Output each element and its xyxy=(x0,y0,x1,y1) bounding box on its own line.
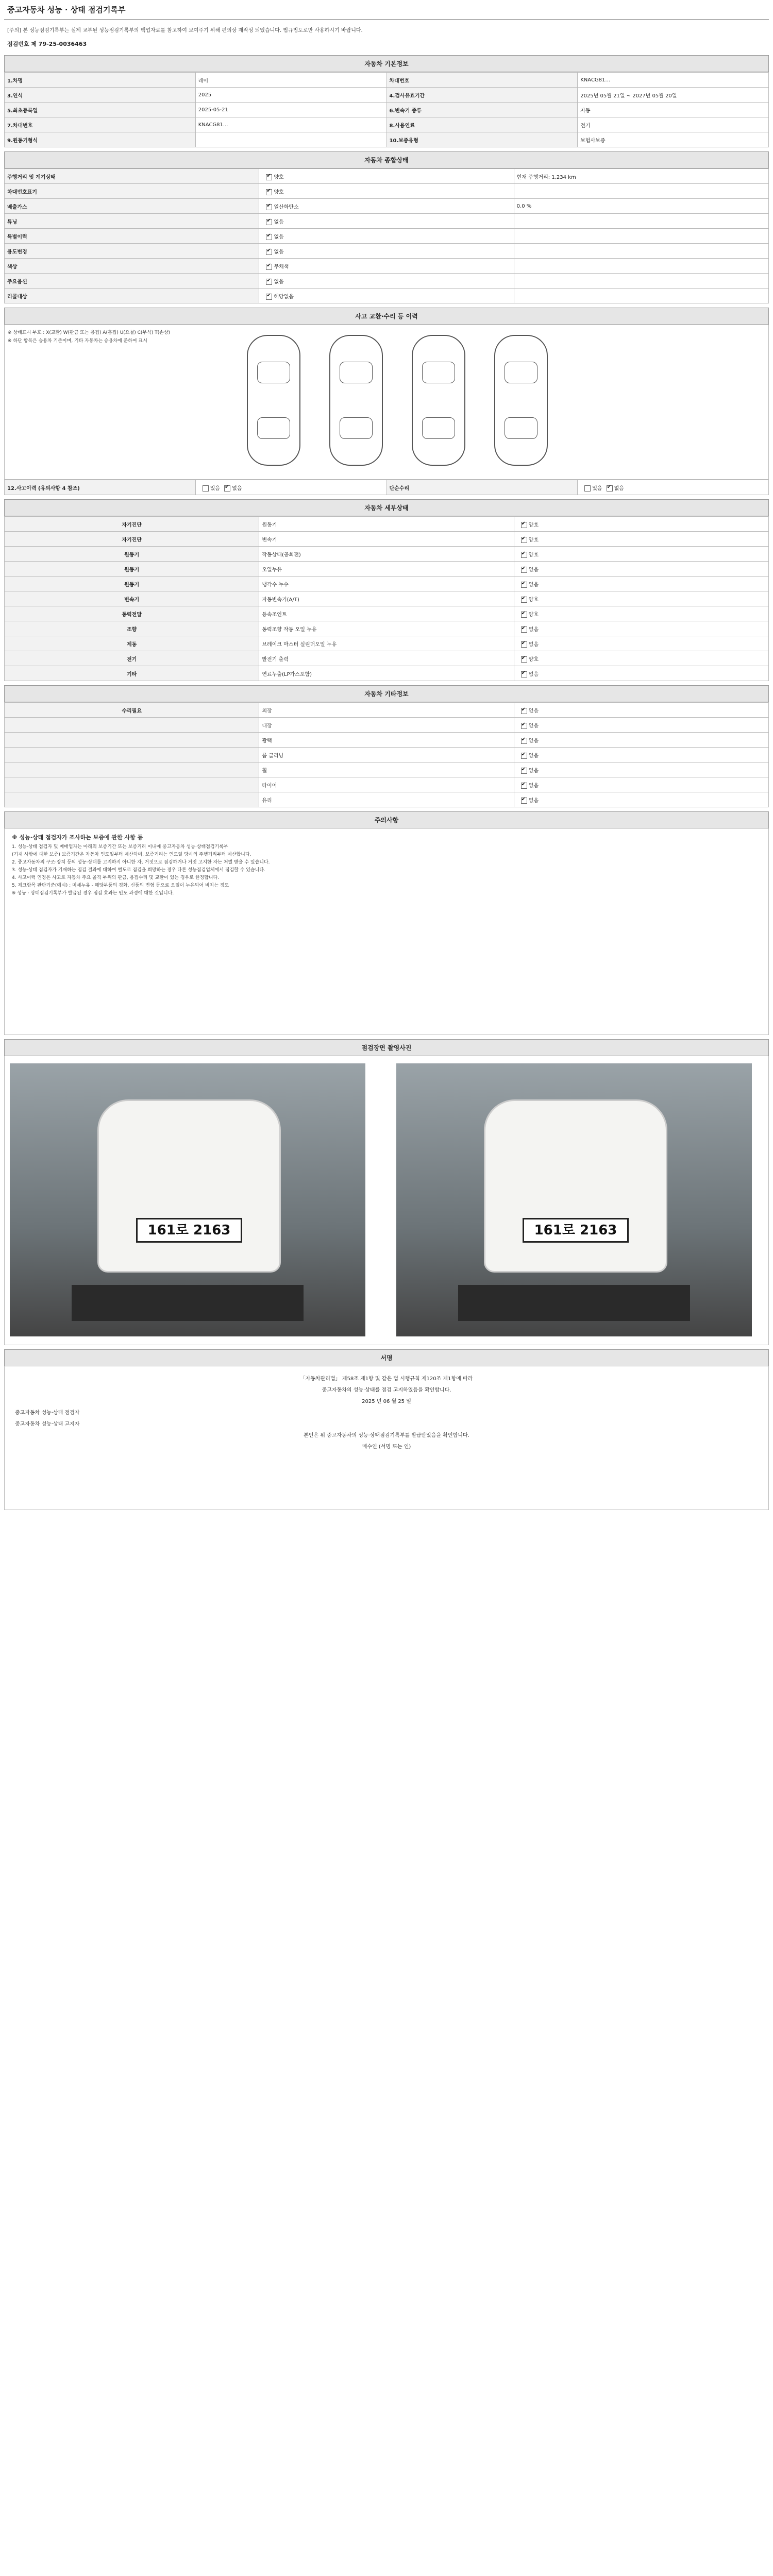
sign-box xyxy=(4,1366,769,1510)
photo-area xyxy=(4,1056,769,1345)
detail-item: 원동기 xyxy=(259,517,514,532)
other-value: 없음 xyxy=(528,768,539,774)
detail-table xyxy=(4,516,769,681)
front-plate: 161로 2163 xyxy=(136,1218,242,1243)
status-row xyxy=(5,169,769,184)
basic-row xyxy=(5,117,769,132)
other-group xyxy=(5,762,259,777)
status-note xyxy=(514,259,768,274)
checkbox-checked-icon xyxy=(521,783,527,789)
status-value-cell xyxy=(259,289,514,303)
rear-plate: 161로 2163 xyxy=(523,1218,629,1243)
detail-group: 자기진단 xyxy=(5,517,259,532)
doc-title: 중고자동차 성능 · 상태 점검기록부 xyxy=(4,0,769,20)
status-row xyxy=(5,199,769,214)
front-photo xyxy=(10,1063,365,1336)
section-detail: 자동차 세부상태 xyxy=(4,499,769,516)
checkbox-checked-icon xyxy=(266,204,272,210)
notes-line: (기재 사항에 대한 보증) 보증기간은 자동차 인도일부터 계산하며, 보증거리는 인도일 당시의 주행거리부터 계산합니다. xyxy=(12,852,251,857)
status-value-cell xyxy=(259,259,514,274)
detail-value: 없음 xyxy=(528,671,539,677)
other-item: 외장 xyxy=(259,703,514,718)
detail-group: 동력전달 xyxy=(5,606,259,621)
detail-row xyxy=(5,666,769,681)
status-note xyxy=(514,229,768,244)
detail-item: 브레이크 마스터 실린더오일 누유 xyxy=(259,636,514,651)
car-side-left-icon xyxy=(247,335,300,466)
sign-line: 본인은 위 중고자동차의 성능·상태점검기록부를 발급받았음을 확인합니다. xyxy=(304,1433,469,1438)
car-top-rear-icon xyxy=(412,335,465,466)
status-table xyxy=(4,168,769,303)
status-label: 색상 xyxy=(5,259,259,274)
status-label: 리콜대상 xyxy=(5,289,259,303)
detail-value-cell xyxy=(514,651,768,666)
other-group xyxy=(5,777,259,792)
checkbox-checked-icon xyxy=(266,294,272,300)
accident-value: 없음 xyxy=(232,485,242,492)
status-value: 무채색 xyxy=(274,264,289,270)
checkbox-checked-icon xyxy=(521,626,527,633)
detail-item: 발전기 출력 xyxy=(259,651,514,666)
checkbox-checked-icon xyxy=(521,612,527,618)
detail-row xyxy=(5,591,769,606)
notes-line: 3. 성능·상태 점검자가 기재하는 점검 결과에 대하여 별도로 점검을 희망하는 경우 다른 성능점검업체에서 점검할 수 있습니다. xyxy=(12,868,265,873)
section-photos: 점검장면 촬영사진 xyxy=(4,1039,769,1056)
status-value: 없음 xyxy=(274,219,284,225)
notes-line: 1. 성능·상태 점검자 및 매매업자는 아래의 보증기간 또는 보증거리 이내에 중고자동차 성능·상태점검기록부 xyxy=(12,844,228,850)
detail-value-cell xyxy=(514,517,768,532)
other-item: 유리 xyxy=(259,792,514,807)
detail-row xyxy=(5,621,769,636)
basic-row xyxy=(5,132,769,147)
other-item: 타이어 xyxy=(259,777,514,792)
other-row xyxy=(5,748,769,762)
status-row xyxy=(5,214,769,229)
other-item: 내장 xyxy=(259,718,514,733)
detail-value-cell xyxy=(514,666,768,681)
status-note xyxy=(514,274,768,289)
checkbox-checked-icon xyxy=(521,567,527,573)
detail-row xyxy=(5,532,769,547)
accident-table: 12.사고이력 (유의사항 4 참조) 있음✔ 없음 단순수리 있음✔ 없음 xyxy=(4,480,769,495)
basic-table xyxy=(4,72,769,147)
detail-group: 원동기 xyxy=(5,547,259,562)
status-note: 현재 주행거리: 1,234 km xyxy=(514,169,768,184)
other-value-cell xyxy=(514,748,768,762)
basic-value: 보험사보증 xyxy=(578,132,769,147)
basic-value xyxy=(195,132,386,147)
status-label: 배출가스 xyxy=(5,199,259,214)
checkbox-checked-icon xyxy=(521,537,527,543)
detail-row xyxy=(5,517,769,532)
status-label: 차대번호표기 xyxy=(5,184,259,199)
other-group: 수리필요 xyxy=(5,703,259,718)
detail-group: 조향 xyxy=(5,621,259,636)
detail-value: 없음 xyxy=(528,567,539,573)
checkbox-checked-icon xyxy=(521,522,527,528)
detail-row xyxy=(5,562,769,577)
checkbox-checked-icon xyxy=(266,189,272,195)
basic-row xyxy=(5,103,769,117)
section-other: 자동차 기타정보 xyxy=(4,685,769,702)
notes-line: 5. 체크항목 판단기준(예시) : 미세누유 - 해당부품의 경화, 신품의 변형 등으로 오일이 누유되어 비치는 정도 xyxy=(12,883,229,888)
sign-line: 중고자동차의 성능·상태를 점검 고지하였음을 확인합니다. xyxy=(322,1387,451,1393)
repair-value: 없음 xyxy=(614,485,624,492)
other-value-cell xyxy=(514,703,768,718)
other-value-cell xyxy=(514,762,768,777)
other-row xyxy=(5,792,769,807)
other-item: 휠 xyxy=(259,762,514,777)
status-note xyxy=(514,289,768,303)
status-value-cell xyxy=(259,244,514,259)
basic-value: KNACG81... xyxy=(578,73,769,88)
notes-head: ※ 성능·상태 점검자가 조사하는 보증에 관한 사항 등 xyxy=(12,834,143,841)
repair-label: 단순수리 xyxy=(386,480,578,495)
status-value-cell xyxy=(259,229,514,244)
basic-value: 2025년 05월 21일 ~ 2027년 05월 20일 xyxy=(578,88,769,103)
sign-line: 2025 년 06 월 25 일 xyxy=(362,1399,411,1404)
other-value: 없음 xyxy=(528,783,539,789)
doc-number: 점검번호 제 79-25-0036463 xyxy=(7,41,87,47)
detail-value: 양호 xyxy=(528,537,539,543)
detail-value-cell xyxy=(514,636,768,651)
status-value: 양호 xyxy=(274,174,284,180)
damage-diagram xyxy=(4,325,769,480)
checkbox-checked-icon xyxy=(266,279,272,285)
status-label: 주요옵션 xyxy=(5,274,259,289)
checkbox-checked-icon xyxy=(521,798,527,804)
detail-value-cell xyxy=(514,577,768,591)
notes-line: 2. 중고자동차의 구조·장치 등의 성능·상태를 고지하지 아니한 자, 거짓으로 점검하거나 거짓 고지한 자는 처벌 받을 수 있습니다. xyxy=(12,860,270,865)
other-value: 없음 xyxy=(528,723,539,729)
basic-label: 7.차대번호 xyxy=(5,117,196,132)
detail-value: 양호 xyxy=(528,552,539,558)
other-table xyxy=(4,702,769,807)
detail-value-cell xyxy=(514,621,768,636)
detail-row xyxy=(5,651,769,666)
status-note: 0.0 % xyxy=(514,199,768,214)
basic-label: 4.검사유효기간 xyxy=(386,88,578,103)
checkbox-checked-icon xyxy=(521,552,527,558)
basic-label: 차대번호 xyxy=(386,73,578,88)
checkbox-checked-icon xyxy=(266,264,272,270)
basic-value: 2025 xyxy=(195,88,386,103)
rear-photo xyxy=(396,1063,752,1336)
status-row xyxy=(5,259,769,274)
basic-row xyxy=(5,73,769,88)
notes-line: ※ 성능 · 상태점검기록부가 발급된 경우 점검 효과는 인도 과정에 대한 것입니다. xyxy=(12,891,174,896)
checkbox-checked-icon xyxy=(266,219,272,225)
other-value: 없음 xyxy=(528,708,539,714)
section-notes: 주의사항 xyxy=(4,811,769,828)
checkbox-checked-icon xyxy=(521,738,527,744)
detail-value-cell xyxy=(514,591,768,606)
detail-value: 없음 xyxy=(528,641,539,648)
doc-notice: [주의] 본 성능점검기록부는 실제 교부된 성능점검기록부의 백업자료를 참고하여 보여주기 위해 편의상 재작성 되었습니다. 법규법도로만 사용하시기 바랍니다. xyxy=(7,28,363,33)
sign-line: 매수인 (서명 또는 인) xyxy=(362,1444,411,1450)
checkbox-checked-icon xyxy=(521,582,527,588)
checkbox-checked-icon xyxy=(521,656,527,663)
detail-value: 양호 xyxy=(528,522,539,528)
basic-label: 6.변속기 종류 xyxy=(386,103,578,117)
status-label: 특별이력 xyxy=(5,229,259,244)
sign-line: 중고자동차 성능·상태 고지자 xyxy=(15,1421,80,1427)
detail-row xyxy=(5,606,769,621)
car-front-icon xyxy=(97,1099,281,1273)
status-note xyxy=(514,214,768,229)
status-value-cell xyxy=(259,169,514,184)
status-row xyxy=(5,229,769,244)
basic-row xyxy=(5,88,769,103)
section-damage: 사고 교환·수리 등 이력 xyxy=(4,308,769,325)
status-value-cell xyxy=(259,199,514,214)
other-row xyxy=(5,718,769,733)
status-label: 튜닝 xyxy=(5,214,259,229)
detail-item: 작동상태(공회전) xyxy=(259,547,514,562)
accident-label: 12.사고이력 (유의사항 4 참조) xyxy=(5,480,196,495)
basic-value: 레이 xyxy=(195,73,386,88)
other-row xyxy=(5,703,769,718)
checkbox-checked-icon xyxy=(266,234,272,240)
other-group xyxy=(5,733,259,748)
checkbox-checked-icon xyxy=(266,174,272,180)
detail-value: 양호 xyxy=(528,656,539,663)
basic-value: 전기 xyxy=(578,117,769,132)
sign-line: 중고자동차 성능·상태 점검자 xyxy=(15,1410,80,1416)
basic-label: 8.사용연료 xyxy=(386,117,578,132)
detail-group: 전기 xyxy=(5,651,259,666)
section-basic: 자동차 기본정보 xyxy=(4,55,769,72)
detail-row xyxy=(5,547,769,562)
status-label: 주행거리 및 계기상태 xyxy=(5,169,259,184)
other-value: 없음 xyxy=(528,798,539,804)
detail-group: 원동기 xyxy=(5,562,259,577)
basic-label: 10.보증유형 xyxy=(386,132,578,147)
other-value: 없음 xyxy=(528,738,539,744)
detail-item: 연료누출(LP가스포함) xyxy=(259,666,514,681)
detail-group: 제동 xyxy=(5,636,259,651)
checkbox-checked-icon xyxy=(521,671,527,677)
checkbox-checked-icon xyxy=(521,768,527,774)
car-top-front-icon xyxy=(329,335,383,466)
status-value-cell xyxy=(259,214,514,229)
checkbox-checked-icon xyxy=(521,597,527,603)
status-note xyxy=(514,244,768,259)
notes-line: 4. 사고이력 인정은 사고로 자동차 주요 골격 부위의 판금, 용접수리 및 교환이 있는 경우로 한정합니다. xyxy=(12,875,220,880)
basic-value: KNACG81... xyxy=(195,117,386,132)
damage-legend-2: ※ 하단 항목은 승용차 기준이며, 기타 자동차는 승용차에 준하여 표시 xyxy=(8,338,147,344)
checkbox-checked-icon xyxy=(521,723,527,729)
basic-label: 3.연식 xyxy=(5,88,196,103)
detail-value: 양호 xyxy=(528,597,539,603)
detail-group: 자기진단 xyxy=(5,532,259,547)
other-value: 없음 xyxy=(528,753,539,759)
other-value-cell xyxy=(514,733,768,748)
car-side-right-icon xyxy=(494,335,548,466)
status-value-cell xyxy=(259,184,514,199)
status-value: 양호 xyxy=(274,189,284,195)
section-status: 자동차 종합상태 xyxy=(4,151,769,168)
detail-item: 변속기 xyxy=(259,532,514,547)
checkbox-checked-icon xyxy=(521,753,527,759)
status-row xyxy=(5,244,769,259)
detail-group: 변속기 xyxy=(5,591,259,606)
detail-value: 없음 xyxy=(528,582,539,588)
other-group xyxy=(5,718,259,733)
detail-item: 오일누유 xyxy=(259,562,514,577)
detail-value-cell xyxy=(514,532,768,547)
status-row xyxy=(5,274,769,289)
detail-group: 기타 xyxy=(5,666,259,681)
other-group xyxy=(5,748,259,762)
other-row xyxy=(5,762,769,777)
document xyxy=(4,0,769,2576)
detail-value-cell xyxy=(514,562,768,577)
status-value: 일산화탄소 xyxy=(274,204,299,210)
basic-label: 5.최초등록일 xyxy=(5,103,196,117)
checkbox-checked-icon xyxy=(521,641,527,648)
status-value: 없음 xyxy=(274,279,284,285)
other-group xyxy=(5,792,259,807)
car-rear-icon xyxy=(484,1099,667,1273)
other-row xyxy=(5,777,769,792)
basic-label: 9.원동기형식 xyxy=(5,132,196,147)
detail-item: 자동변속기(A/T) xyxy=(259,591,514,606)
status-value: 없음 xyxy=(274,249,284,255)
other-row xyxy=(5,733,769,748)
damage-legend-1: ※ 상태표시 부호 : X(교환) W(판금 또는 용접) A(흠집) U(요철) C(부식) T(손상) xyxy=(8,330,171,335)
basic-value: 자동 xyxy=(578,103,769,117)
checkbox-checked-icon xyxy=(266,249,272,255)
detail-item: 냉각수 누수 xyxy=(259,577,514,591)
checkbox-checked-icon xyxy=(521,708,527,714)
detail-value-cell xyxy=(514,547,768,562)
detail-row xyxy=(5,636,769,651)
status-row xyxy=(5,289,769,303)
detail-group: 원동기 xyxy=(5,577,259,591)
basic-label: 1.차명 xyxy=(5,73,196,88)
status-value-cell xyxy=(259,274,514,289)
detail-value-cell xyxy=(514,606,768,621)
sign-line: 「자동차관리법」 제58조 제1항 및 같은 법 시행규칙 제120조 제1항에 따라 xyxy=(300,1376,473,1382)
status-value: 없음 xyxy=(274,234,284,240)
other-value-cell xyxy=(514,718,768,733)
status-note xyxy=(514,184,768,199)
notes-box xyxy=(4,828,769,1035)
detail-item: 동력조향 작동 오일 누유 xyxy=(259,621,514,636)
section-sign: 서명 xyxy=(4,1349,769,1366)
basic-value: 2025-05-21 xyxy=(195,103,386,117)
other-item: 룸 클리닝 xyxy=(259,748,514,762)
detail-value: 없음 xyxy=(528,626,539,633)
status-label: 용도변경 xyxy=(5,244,259,259)
detail-value: 양호 xyxy=(528,612,539,618)
detail-item: 등속조인트 xyxy=(259,606,514,621)
other-value-cell xyxy=(514,777,768,792)
other-item: 광택 xyxy=(259,733,514,748)
other-value-cell xyxy=(514,792,768,807)
status-value: 해당없음 xyxy=(274,294,294,300)
status-row xyxy=(5,184,769,199)
detail-row xyxy=(5,577,769,591)
